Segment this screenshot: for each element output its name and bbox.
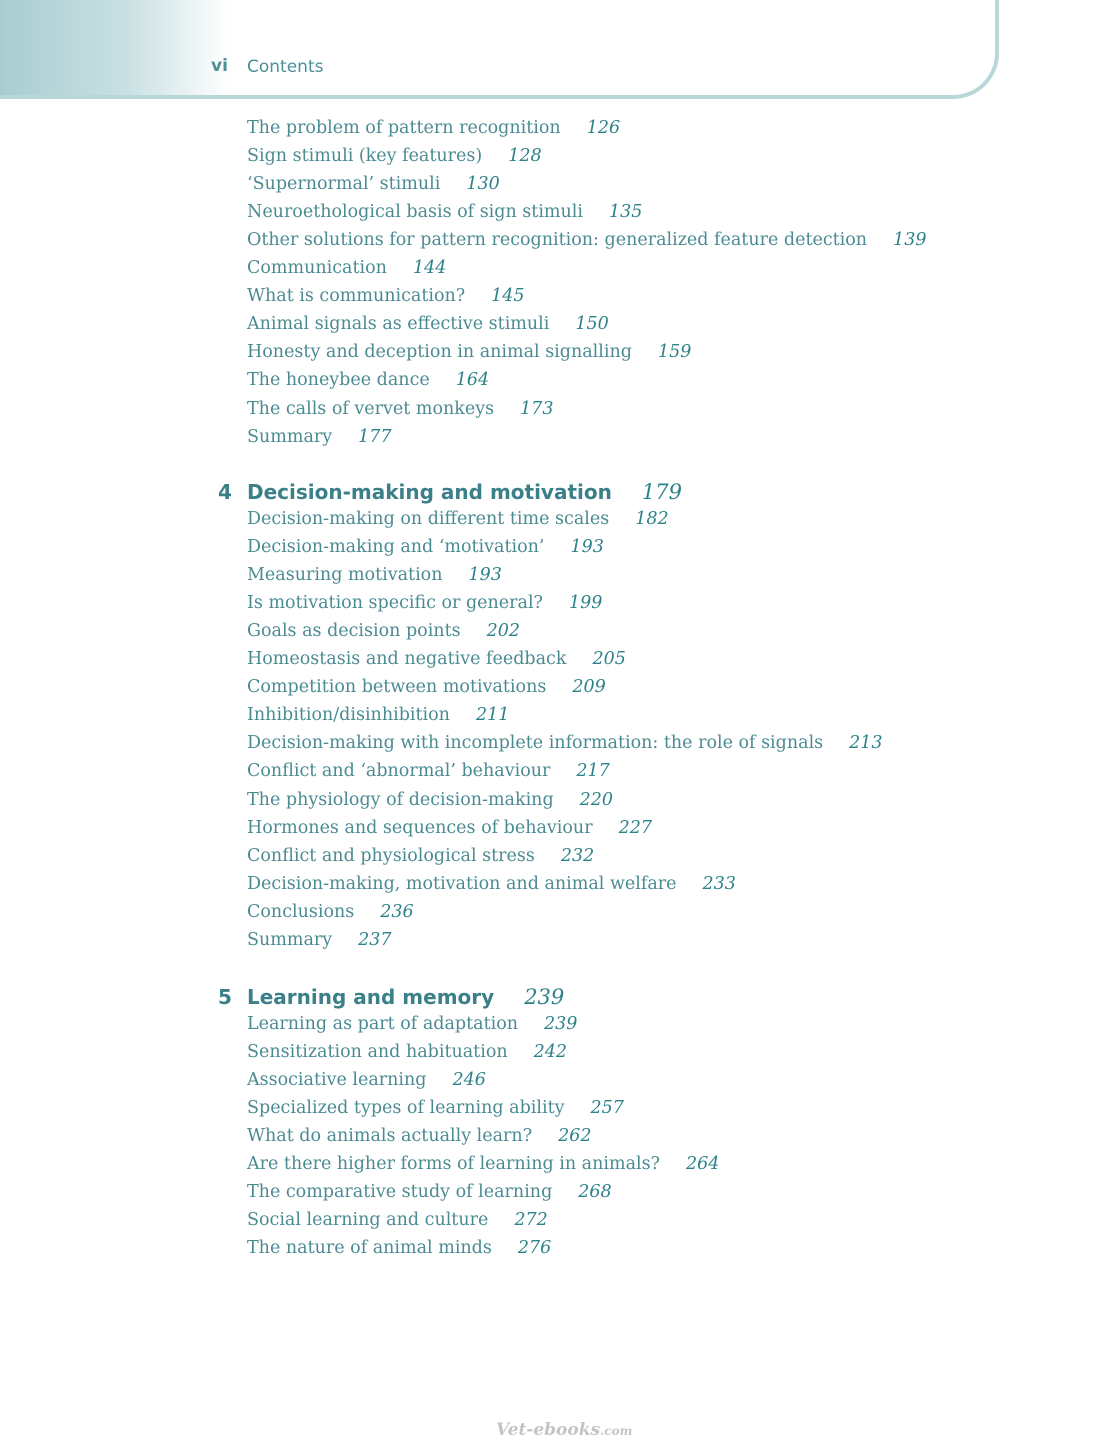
toc-entry-title: Homeostasis and negative feedback (247, 649, 567, 670)
toc-entry-page: 173 (520, 398, 554, 419)
toc-entry-title: What do animals actually learn? (247, 1126, 533, 1147)
toc-entry-title: The comparative study of learning (247, 1182, 553, 1203)
toc-entry-page: 150 (575, 314, 609, 335)
toc-entry-title: Is motivation specific or general? (247, 593, 543, 614)
toc-entry-page: 202 (486, 621, 520, 642)
toc-entry-title: Decision-making on different time scales (247, 509, 610, 529)
toc-entry-page: 276 (517, 1238, 552, 1259)
toc-entry-page: 237 (358, 929, 392, 950)
chapter-page: 239 (524, 985, 565, 1009)
toc-entry-title: The calls of vervet monkeys (247, 398, 495, 419)
toc-entry[interactable] (247, 705, 509, 725)
chapter-number: 5 (218, 985, 232, 1009)
watermark-logo (496, 1420, 632, 1440)
toc-entry-title: ‘Supernormal’ stimuli (247, 174, 441, 195)
running-title: Contents (247, 57, 324, 77)
toc-entry-page: 246 (452, 1070, 486, 1091)
toc-entry[interactable] (247, 1210, 548, 1230)
toc-entry[interactable] (247, 118, 620, 138)
toc-entry-title: Measuring motivation (247, 565, 443, 586)
toc-entry-page: 262 (558, 1126, 592, 1147)
toc-entry-page: 164 (455, 370, 490, 391)
header-frame (0, 0, 999, 99)
chapter-number: 4 (218, 480, 232, 504)
chapter-title: Learning and memory (247, 985, 495, 1009)
toc-entry[interactable] (247, 565, 502, 585)
toc-entry[interactable] (247, 874, 736, 894)
toc-entry-title: What is communication? (247, 286, 466, 307)
toc-entry-page: 177 (358, 426, 392, 447)
toc-entry-title: Inhibition/disinhibition (247, 705, 450, 726)
toc-entry-page: 242 (533, 1042, 568, 1063)
toc-entry-page: 159 (657, 342, 692, 363)
toc-entry-title: Decision-making and ‘motivation’ (247, 537, 545, 558)
toc-entry-page: 182 (635, 509, 669, 529)
toc-entry[interactable] (247, 146, 542, 166)
page-number: vi (211, 56, 228, 76)
toc-entry-title: The physiology of decision-making (247, 789, 554, 810)
toc-entry-page: 236 (380, 901, 414, 922)
toc-entry-page: 239 (544, 1014, 578, 1034)
toc-entry[interactable] (247, 1042, 567, 1062)
toc-entry-title: Competition between motivations (247, 677, 547, 698)
toc-entry-page: 257 (590, 1098, 624, 1119)
toc-entry[interactable] (247, 399, 554, 419)
toc-entry[interactable] (247, 846, 594, 866)
toc-entry-title: Learning as part of adaptation (247, 1014, 519, 1034)
toc-entry-title: Decision-making with incomplete information: the role of signals (247, 733, 824, 754)
toc-entry-title: Specialized types of learning ability (247, 1098, 565, 1119)
toc-entry[interactable] (247, 790, 613, 810)
toc-entry[interactable] (247, 202, 642, 222)
toc-entry[interactable] (247, 1238, 551, 1258)
toc-entry[interactable] (247, 902, 414, 922)
toc-entry[interactable] (247, 370, 489, 390)
toc-entry[interactable] (247, 1014, 577, 1034)
toc-entry-title: Sign stimuli (key features) (247, 146, 483, 167)
toc-entry[interactable] (247, 621, 520, 641)
toc-entry-title: Summary (247, 426, 333, 447)
toc-entry-page: 193 (570, 537, 604, 558)
toc-entry[interactable] (247, 174, 500, 194)
toc-entry[interactable] (247, 1182, 612, 1202)
toc-entry[interactable] (247, 593, 602, 613)
toc-entry-title: Hormones and sequences of behaviour (247, 817, 593, 838)
toc-entry[interactable] (247, 1070, 486, 1090)
toc-entry-page: 139 (893, 230, 927, 251)
toc-entry-title: Decision-making, motivation and animal welfare (247, 873, 677, 894)
toc-entry-page: 144 (412, 258, 447, 279)
toc-entry-title: Communication (247, 258, 387, 279)
toc-entry-page: 213 (849, 733, 883, 754)
chapter-title: Decision-making and motivation (247, 480, 612, 504)
toc-entry[interactable] (247, 314, 609, 334)
toc-entry[interactable] (247, 1126, 591, 1146)
toc-entry[interactable] (247, 1154, 719, 1174)
toc-entry[interactable] (247, 818, 652, 838)
chapter-page: 179 (641, 480, 682, 504)
toc-entry-page: 211 (475, 705, 510, 726)
toc-entry-page: 205 (592, 649, 626, 670)
toc-entry-title: Goals as decision points (247, 621, 461, 642)
toc-entry-page: 126 (586, 118, 621, 138)
toc-entry-title: Honesty and deception in animal signalling (247, 342, 632, 363)
toc-entry-title: Conflict and physiological stress (247, 845, 535, 866)
toc-entry[interactable] (247, 761, 610, 781)
toc-entry-title: Conflict and ‘abnormal’ behaviour (247, 761, 551, 782)
toc-entry[interactable] (247, 677, 606, 697)
toc-entry-title: Associative learning (247, 1070, 427, 1091)
toc-entry-page: 209 (572, 677, 606, 698)
toc-entry[interactable] (247, 649, 626, 669)
toc-entry[interactable] (247, 230, 927, 250)
toc-entry-title: The problem of pattern recognition (247, 118, 561, 138)
chapter-heading[interactable] (218, 985, 564, 1009)
toc-entry[interactable] (247, 930, 392, 950)
toc-entry-page: 130 (466, 174, 500, 195)
toc-entry-title: The nature of animal minds (247, 1238, 492, 1259)
toc-entry[interactable] (247, 427, 392, 447)
toc-entry-title: The honeybee dance (247, 370, 430, 391)
toc-entry-page: 233 (702, 873, 736, 894)
watermark-text: Vet-ebooks (496, 1420, 601, 1440)
toc-entry-page: 227 (618, 817, 652, 838)
toc-entry-page: 264 (685, 1154, 720, 1175)
toc-entry-title: Sensitization and habituation (247, 1042, 508, 1063)
toc-entry[interactable] (247, 342, 691, 362)
toc-entry-title: Are there higher forms of learning in animals? (247, 1154, 660, 1175)
toc-entry-page: 232 (560, 845, 595, 866)
toc-entry-page: 199 (568, 593, 603, 614)
toc-entry-page: 135 (608, 202, 643, 223)
toc-entry-page: 272 (514, 1210, 548, 1231)
toc-entry-page: 220 (579, 789, 614, 810)
toc-entry-title: Animal signals as effective stimuli (247, 314, 550, 335)
toc-entry-page: 217 (576, 761, 610, 782)
toc-entry[interactable] (247, 537, 604, 557)
toc-entry-title: Conclusions (247, 901, 355, 922)
toc-entry[interactable] (247, 1098, 624, 1118)
toc-entry-page: 193 (468, 565, 502, 586)
toc-entry-title: Summary (247, 929, 333, 950)
toc-entry[interactable] (247, 509, 669, 529)
toc-entry-title: Other solutions for pattern recognition: generalized feature detection (247, 230, 868, 251)
toc-entry[interactable] (247, 286, 525, 306)
toc-entry-title: Neuroethological basis of sign stimuli (247, 202, 583, 223)
toc-entry[interactable] (247, 258, 446, 278)
toc-entry-page: 268 (578, 1182, 612, 1203)
toc-entry-page: 128 (508, 146, 542, 167)
toc-entry[interactable] (247, 733, 883, 753)
toc-entry-title: Social learning and culture (247, 1210, 489, 1231)
toc-entry-page: 145 (491, 286, 525, 307)
chapter-heading[interactable] (218, 480, 682, 504)
watermark-suffix: .com (600, 1424, 633, 1438)
